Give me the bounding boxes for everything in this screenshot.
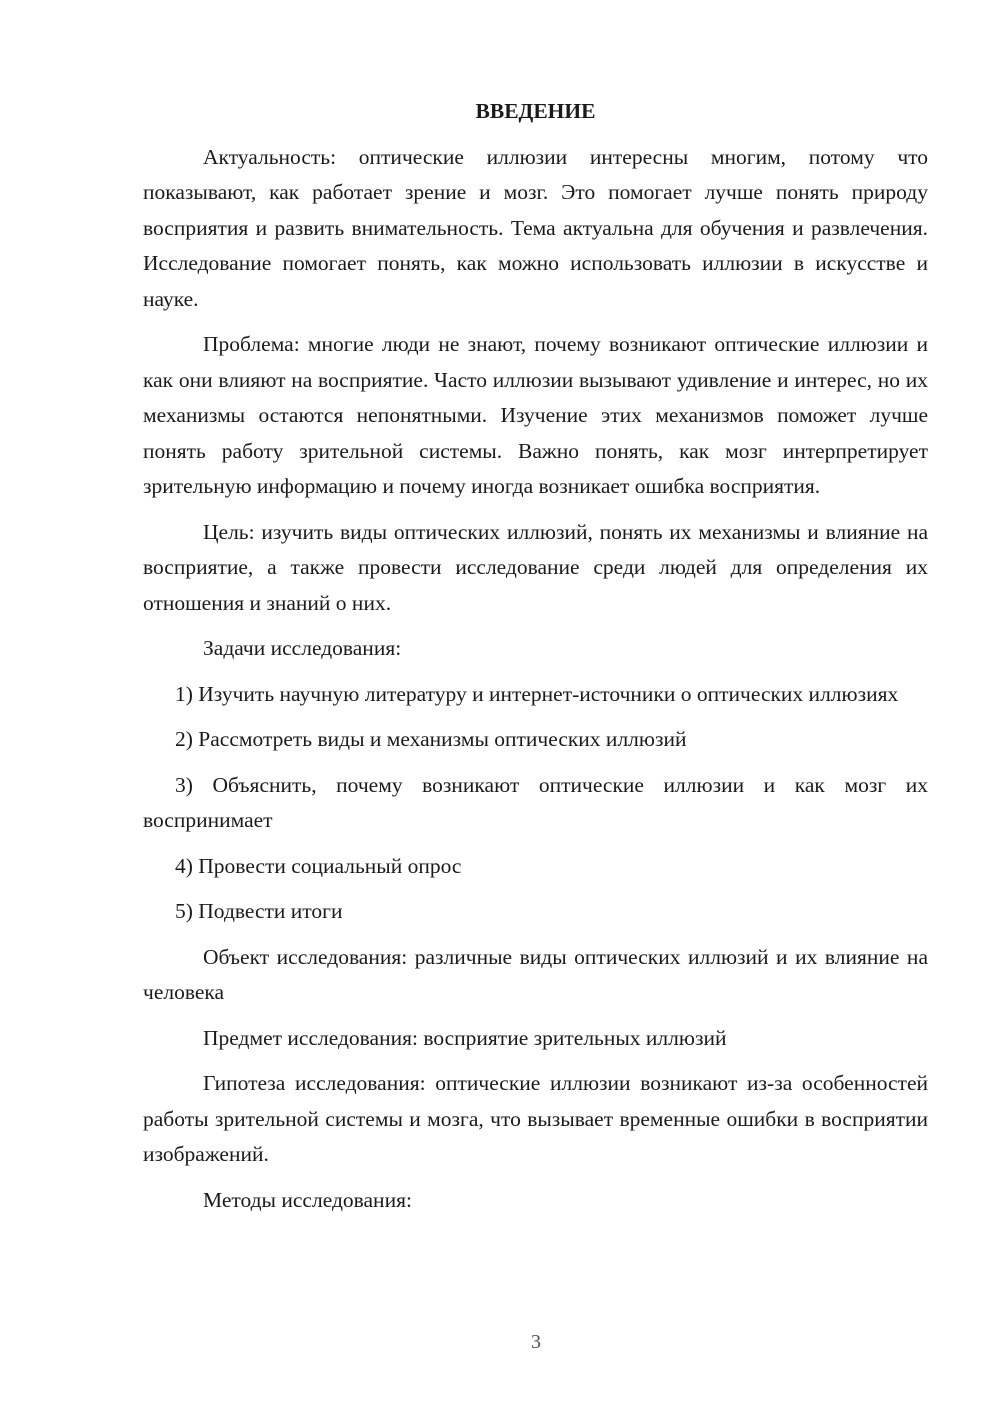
task-item-2: 2) Рассмотреть виды и механизмы оптических иллюзий [175, 727, 687, 751]
task-item-1: 1) Изучить научную литературу и интернет-источники о оптических иллюзиях [175, 681, 899, 706]
paragraph-methods: Методы исследования: [203, 1187, 412, 1212]
paragraph-object: Объект исследования: различные виды оптических иллюзий и их влияние на человека [143, 944, 928, 1004]
paragraph-subject: Предмет исследования: восприятие зрительных иллюзий [203, 1025, 727, 1050]
paragraph-hypothesis: Гипотеза исследования: оптические иллюзии возникают из-за особенностей работы зрительной системы и мозга, что вызывает временные ошибки в восприятии изображений. [143, 1071, 928, 1166]
task-item-3: 3) Объяснить, почему возникают оптические иллюзии и как мозг их воспринимает [143, 772, 928, 832]
section-heading: ВВЕДЕНИЕ [475, 99, 596, 123]
paragraph-problem: Проблема: многие люди не знают, почему возникают оптические иллюзии и как они влияют на восприятие. Часто иллюзии вызывают удивление и интерес, но их механизмы остаются непонятными. Изучение этих механизмов поможет лучше понять работу зрительной системы. Важно понять, как мозг интерпретирует зрительную информацию и почему иногда возникает ошибка восприятия. [143, 332, 928, 498]
paragraph-goal: Цель: изучить виды оптических иллюзий, понять их механизмы и влияние на восприятие, а также провести исследование среди людей для определения их отношения и знаний о них. [143, 519, 928, 615]
paragraph-tasks-title: Задачи исследования: [203, 636, 402, 660]
task-item-4: 4) Провести социальный опрос [175, 853, 462, 878]
task-item-5: 5) Подвести итоги [175, 899, 343, 923]
text-area [143, 94, 928, 1228]
page-number: 3 [531, 1331, 541, 1353]
paragraph-relevance: Актуальность: оптические иллюзии интересны многим, потому что показывают, как работает зрение и мозг. Это помогает лучше понять природу восприятия и развить внимательность. Тема актуальна для обучения и развлечения. Исследование помогает понять, как можно использовать иллюзии в искусстве и науке. [143, 144, 928, 311]
